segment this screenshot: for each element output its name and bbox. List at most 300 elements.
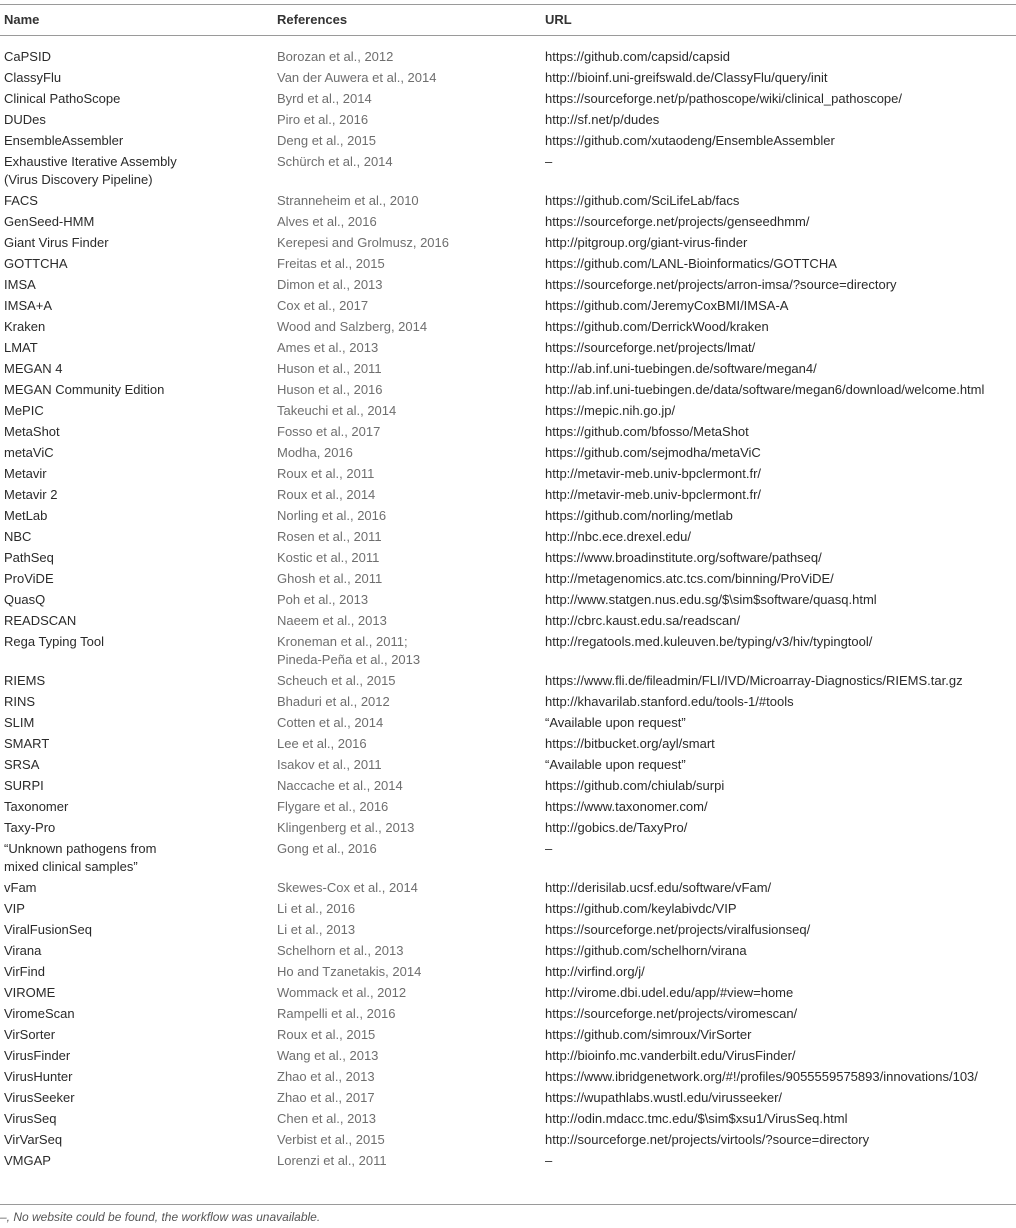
name-cell-text: SURPI: [4, 778, 44, 793]
url-cell-text: https://www.broadinstitute.org/software/pathseq/: [545, 550, 822, 565]
table-row: [0, 505, 1016, 526]
tools-table: [0, 4, 1016, 1171]
name-cell: [0, 36, 273, 68]
name-cell-text: NBC: [4, 529, 32, 544]
name-cell: [0, 211, 273, 232]
name-cell-text: IMSA+A: [4, 298, 53, 313]
name-cell-text: SLIM: [4, 715, 35, 730]
reference-cell: [273, 1129, 541, 1150]
name-cell-text: (Virus Discovery Pipeline): [4, 172, 153, 187]
reference-cell-text: Kostic et al., 2011: [277, 550, 380, 565]
url-cell: [541, 568, 1016, 589]
table-row: [0, 421, 1016, 442]
reference-cell-text: Lee et al., 2016: [277, 736, 367, 751]
name-cell: [0, 274, 273, 295]
reference-cell: [273, 232, 541, 253]
name-cell: [0, 898, 273, 919]
url-cell-text: http://bioinfo.mc.vanderbilt.edu/VirusFinder/: [545, 1048, 796, 1063]
url-cell-text: https://mepic.nih.go.jp/: [545, 403, 676, 418]
reference-cell-text: Li et al., 2013: [277, 922, 356, 937]
name-cell: [0, 982, 273, 1003]
table-row: [0, 442, 1016, 463]
name-cell-text: vFam: [4, 880, 37, 895]
reference-cell: [273, 691, 541, 712]
url-cell-text: https://github.com/SciLifeLab/facs: [545, 193, 740, 208]
reference-cell-text: Zhao et al., 2017: [277, 1090, 375, 1105]
name-cell-text: VMGAP: [4, 1153, 51, 1168]
url-cell-text: http://www.statgen.nus.edu.sg/$\sim$software/quasq.html: [545, 592, 877, 607]
url-cell-text: https://www.taxonomer.com/: [545, 799, 708, 814]
url-cell-text: http://bioinf.uni-greifswald.de/ClassyFlu/query/init: [545, 70, 828, 85]
name-cell: [0, 421, 273, 442]
table-row: [0, 775, 1016, 796]
reference-cell: [273, 919, 541, 940]
name-cell-text: metaViC: [4, 445, 54, 460]
reference-cell: [273, 754, 541, 775]
name-cell: [0, 877, 273, 898]
table-row: [0, 232, 1016, 253]
reference-cell-text: Rampelli et al., 2016: [277, 1006, 396, 1021]
url-cell-text: https://github.com/xutaodeng/EnsembleAssembler: [545, 133, 835, 148]
reference-cell-text: Schelhorn et al., 2013: [277, 943, 404, 958]
reference-cell: [273, 733, 541, 754]
url-cell: [541, 733, 1016, 754]
reference-cell: [273, 775, 541, 796]
table-row: [0, 1087, 1016, 1108]
name-cell-text: Giant Virus Finder: [4, 235, 109, 250]
reference-cell-text: Cotten et al., 2014: [277, 715, 384, 730]
reference-cell: [273, 796, 541, 817]
table-row: [0, 88, 1016, 109]
reference-cell: [273, 295, 541, 316]
reference-cell: [273, 505, 541, 526]
url-cell-text: https://bitbucket.org/ayl/smart: [545, 736, 715, 751]
name-cell-text: VirusSeeker: [4, 1090, 75, 1105]
name-cell: [0, 754, 273, 775]
reference-cell-text: Scheuch et al., 2015: [277, 673, 396, 688]
url-cell: [541, 1024, 1016, 1045]
url-cell: [541, 898, 1016, 919]
name-cell: [0, 337, 273, 358]
name-cell-text: Taxonomer: [4, 799, 69, 814]
name-cell: [0, 838, 273, 877]
url-cell-text: http://khavarilab.stanford.edu/tools-1/#tools: [545, 694, 794, 709]
table-row: [0, 547, 1016, 568]
name-cell-text: VirSorter: [4, 1027, 56, 1042]
url-cell-text: https://github.com/norling/metlab: [545, 508, 733, 523]
url-cell: [541, 130, 1016, 151]
table-row: [0, 1108, 1016, 1129]
name-cell: [0, 940, 273, 961]
reference-cell-text: Stranneheim et al., 2010: [277, 193, 419, 208]
reference-cell: [273, 1108, 541, 1129]
url-cell-text: https://github.com/JeremyCoxBMI/IMSA-A: [545, 298, 789, 313]
name-cell: [0, 400, 273, 421]
table-row: [0, 1003, 1016, 1024]
url-cell-text: “Available upon request”: [545, 715, 686, 730]
name-cell: [0, 484, 273, 505]
url-cell-text: http://gobics.de/TaxyPro/: [545, 820, 688, 835]
name-cell-text: Kraken: [4, 319, 46, 334]
reference-cell: [273, 817, 541, 838]
table-row: [0, 526, 1016, 547]
name-cell-text: GOTTCHA: [4, 256, 68, 271]
url-cell-text: http://nbc.ece.drexel.edu/: [545, 529, 691, 544]
url-cell-text: http://metagenomics.atc.tcs.com/binning/ProViDE/: [545, 571, 834, 586]
table-row: [0, 877, 1016, 898]
url-cell: [541, 1150, 1016, 1171]
name-cell: [0, 631, 273, 670]
reference-cell-text: Wang et al., 2013: [277, 1048, 379, 1063]
url-cell-text: https://sourceforge.net/p/pathoscope/wiki/clinical_pathoscope/: [545, 91, 902, 106]
table-row: [0, 400, 1016, 421]
name-cell-text: QuasQ: [4, 592, 46, 607]
reference-cell-text: Dimon et al., 2013: [277, 277, 383, 292]
table-row: [0, 1066, 1016, 1087]
reference-cell: [273, 1003, 541, 1024]
name-cell-text: GenSeed-HMM: [4, 214, 95, 229]
url-cell-text: https://github.com/capsid/capsid: [545, 49, 730, 64]
table-row: [0, 253, 1016, 274]
table-row: [0, 1129, 1016, 1150]
url-cell: [541, 877, 1016, 898]
name-cell-text: “Unknown pathogens from: [4, 841, 157, 856]
url-cell-text: http://ab.inf.uni-tuebingen.de/software/megan4/: [545, 361, 817, 376]
reference-cell-text: Norling et al., 2016: [277, 508, 387, 523]
table-row: [0, 631, 1016, 670]
url-cell: [541, 1129, 1016, 1150]
name-cell: [0, 1150, 273, 1171]
name-cell: [0, 568, 273, 589]
url-cell-text: –: [545, 841, 553, 856]
reference-cell: [273, 358, 541, 379]
name-cell-text: Virana: [4, 943, 42, 958]
reference-cell-text: Schürch et al., 2014: [277, 154, 393, 169]
table-footnote: –, No website could be found, the workflow was unavailable.: [0, 1210, 321, 1224]
name-cell: [0, 1045, 273, 1066]
reference-cell-text: Roux et al., 2014: [277, 487, 376, 502]
name-cell-text: READSCAN: [4, 613, 77, 628]
name-cell: [0, 109, 273, 130]
reference-cell-text: Chen et al., 2013: [277, 1111, 377, 1126]
reference-cell: [273, 130, 541, 151]
name-cell-text: Exhaustive Iterative Assembly: [4, 154, 177, 169]
url-cell: [541, 274, 1016, 295]
url-cell-text: “Available upon request”: [545, 757, 686, 772]
name-cell: [0, 1087, 273, 1108]
reference-cell: [273, 547, 541, 568]
header-references: References: [273, 5, 541, 36]
table-row: [0, 109, 1016, 130]
name-cell: [0, 130, 273, 151]
name-cell: [0, 733, 273, 754]
name-cell-text: Clinical PathoScope: [4, 91, 121, 106]
reference-cell-text: Naccache et al., 2014: [277, 778, 403, 793]
table-row: [0, 358, 1016, 379]
name-cell-text: ClassyFlu: [4, 70, 62, 85]
reference-cell: [273, 1045, 541, 1066]
reference-cell-text: Poh et al., 2013: [277, 592, 369, 607]
name-cell-text: CaPSID: [4, 49, 51, 64]
table-body: [0, 36, 1016, 1172]
url-cell: [541, 796, 1016, 817]
name-cell: [0, 1108, 273, 1129]
url-cell-text: https://github.com/DerrickWood/kraken: [545, 319, 769, 334]
url-cell-text: http://ab.inf.uni-tuebingen.de/data/software/megan6/download/welcome.html: [545, 382, 985, 397]
url-cell-text: http://metavir-meb.univ-bpclermont.fr/: [545, 466, 762, 481]
url-cell-text: https://www.fli.de/fileadmin/FLI/IVD/Microarray-Diagnostics/RIEMS.tar.gz: [545, 673, 963, 688]
reference-cell: [273, 982, 541, 1003]
name-cell: [0, 358, 273, 379]
reference-cell: [273, 1087, 541, 1108]
table-row: [0, 316, 1016, 337]
reference-cell: [273, 898, 541, 919]
reference-cell-text: Pineda-Peña et al., 2013: [277, 652, 421, 667]
reference-cell-text: Modha, 2016: [277, 445, 353, 460]
name-cell-text: PathSeq: [4, 550, 54, 565]
name-cell-text: IMSA: [4, 277, 36, 292]
reference-cell-text: Naeem et al., 2013: [277, 613, 387, 628]
name-cell-text: RINS: [4, 694, 36, 709]
table-row: [0, 670, 1016, 691]
reference-cell-text: Zhao et al., 2013: [277, 1069, 375, 1084]
table-row: [0, 691, 1016, 712]
header-row: [0, 5, 1016, 36]
url-cell: [541, 940, 1016, 961]
name-cell-text: ProViDE: [4, 571, 54, 586]
name-cell-text: SMART: [4, 736, 50, 751]
reference-cell: [273, 610, 541, 631]
name-cell: [0, 919, 273, 940]
table-row: [0, 982, 1016, 1003]
table-row: [0, 898, 1016, 919]
url-cell: [541, 463, 1016, 484]
table-row: [0, 610, 1016, 631]
url-cell-text: https://sourceforge.net/projects/genseedhmm/: [545, 214, 810, 229]
reference-cell-text: Kroneman et al., 2011;: [277, 634, 408, 649]
reference-cell-text: Gong et al., 2016: [277, 841, 377, 856]
url-cell-text: –: [545, 1153, 553, 1168]
reference-cell: [273, 670, 541, 691]
url-cell: [541, 295, 1016, 316]
name-cell: [0, 1129, 273, 1150]
name-cell: [0, 463, 273, 484]
reference-cell: [273, 568, 541, 589]
name-cell-text: MetaShot: [4, 424, 60, 439]
reference-cell-text: Flygare et al., 2016: [277, 799, 389, 814]
table-row: [0, 130, 1016, 151]
url-cell-text: http://regatools.med.kuleuven.be/typing/v3/hiv/typingtool/: [545, 634, 873, 649]
name-cell-text: MEGAN Community Edition: [4, 382, 165, 397]
name-cell: [0, 190, 273, 211]
url-cell-text: http://derisilab.ucsf.edu/software/vFam/: [545, 880, 772, 895]
table-row: [0, 211, 1016, 232]
url-cell-text: http://cbrc.kaust.edu.sa/readscan/: [545, 613, 741, 628]
table-row: [0, 1150, 1016, 1171]
name-cell-text: MePIC: [4, 403, 44, 418]
reference-cell-text: Roux et al., 2011: [277, 466, 375, 481]
url-cell: [541, 691, 1016, 712]
name-cell: [0, 817, 273, 838]
table-row: [0, 337, 1016, 358]
url-cell: [541, 589, 1016, 610]
table-row: [0, 274, 1016, 295]
reference-cell: [273, 190, 541, 211]
reference-cell: [273, 211, 541, 232]
reference-cell-text: Ho and Tzanetakis, 2014: [277, 964, 422, 979]
reference-cell-text: Skewes-Cox et al., 2014: [277, 880, 418, 895]
reference-cell: [273, 1024, 541, 1045]
name-cell-text: VirusSeq: [4, 1111, 57, 1126]
reference-cell: [273, 337, 541, 358]
table-row: [0, 961, 1016, 982]
reference-cell: [273, 1150, 541, 1171]
reference-cell: [273, 877, 541, 898]
reference-cell: [273, 961, 541, 982]
url-cell: [541, 631, 1016, 670]
name-cell: [0, 442, 273, 463]
name-cell-text: MEGAN 4: [4, 361, 63, 376]
url-cell-text: https://sourceforge.net/projects/lmat/: [545, 340, 756, 355]
table-row: [0, 36, 1016, 68]
reference-cell-text: Rosen et al., 2011: [277, 529, 382, 544]
name-cell: [0, 589, 273, 610]
name-cell: [0, 670, 273, 691]
reference-cell: [273, 67, 541, 88]
name-cell-text: VIROME: [4, 985, 56, 1000]
name-cell: [0, 526, 273, 547]
name-cell: [0, 88, 273, 109]
reference-cell: [273, 400, 541, 421]
reference-cell-text: Isakov et al., 2011: [277, 757, 382, 772]
table-row: [0, 919, 1016, 940]
url-cell-text: https://sourceforge.net/projects/viromescan/: [545, 1006, 798, 1021]
table-row: [0, 1045, 1016, 1066]
url-cell: [541, 400, 1016, 421]
reference-cell: [273, 589, 541, 610]
name-cell: [0, 610, 273, 631]
name-cell-text: ViralFusionSeq: [4, 922, 92, 937]
reference-cell: [273, 379, 541, 400]
reference-cell-text: Van der Auwera et al., 2014: [277, 70, 437, 85]
name-cell: [0, 379, 273, 400]
name-cell-text: Taxy-Pro: [4, 820, 56, 835]
reference-cell-text: Kerepesi and Grolmusz, 2016: [277, 235, 449, 250]
reference-cell: [273, 88, 541, 109]
url-cell: [541, 316, 1016, 337]
reference-cell-text: Wood and Salzberg, 2014: [277, 319, 428, 334]
reference-cell: [273, 274, 541, 295]
reference-cell: [273, 463, 541, 484]
url-cell-text: https://github.com/LANL-Bioinformatics/GOTTCHA: [545, 256, 837, 271]
reference-cell-text: Huson et al., 2011: [277, 361, 382, 376]
table-header: [0, 5, 1016, 36]
reference-cell-text: Freitas et al., 2015: [277, 256, 385, 271]
url-cell-text: http://metavir-meb.univ-bpclermont.fr/: [545, 487, 762, 502]
url-cell: [541, 421, 1016, 442]
reference-cell-text: Byrd et al., 2014: [277, 91, 372, 106]
table-row: [0, 568, 1016, 589]
url-cell-text: http://sourceforge.net/projects/virtools/?source=directory: [545, 1132, 870, 1147]
url-cell-text: http://virfind.org/j/: [545, 964, 645, 979]
reference-cell: [273, 421, 541, 442]
url-cell: [541, 484, 1016, 505]
name-cell-text: Rega Typing Tool: [4, 634, 104, 649]
reference-cell: [273, 316, 541, 337]
name-cell-text: VIP: [4, 901, 25, 916]
name-cell: [0, 151, 273, 190]
table-row: [0, 838, 1016, 877]
url-cell: [541, 232, 1016, 253]
reference-cell: [273, 484, 541, 505]
table-row: [0, 190, 1016, 211]
name-cell: [0, 547, 273, 568]
url-cell-text: http://pitgroup.org/giant-virus-finder: [545, 235, 748, 250]
url-cell: [541, 670, 1016, 691]
reference-cell-text: Alves et al., 2016: [277, 214, 377, 229]
table-bottom-rule: [0, 1204, 1016, 1205]
url-cell: [541, 67, 1016, 88]
reference-cell-text: Li et al., 2016: [277, 901, 356, 916]
reference-cell-text: Piro et al., 2016: [277, 112, 369, 127]
url-cell: [541, 838, 1016, 877]
url-cell: [541, 442, 1016, 463]
reference-cell-text: Klingenberg et al., 2013: [277, 820, 415, 835]
table-row: [0, 940, 1016, 961]
table-row: [0, 754, 1016, 775]
url-cell-text: http://odin.mdacc.tmc.edu/$\sim$xsu1/VirusSeq.html: [545, 1111, 848, 1126]
name-cell: [0, 712, 273, 733]
name-cell-text: VirusFinder: [4, 1048, 71, 1063]
url-cell: [541, 253, 1016, 274]
url-cell: [541, 961, 1016, 982]
table-row: [0, 796, 1016, 817]
url-cell-text: https://wupathlabs.wustl.edu/virusseeker/: [545, 1090, 783, 1105]
reference-cell-text: Fosso et al., 2017: [277, 424, 381, 439]
reference-cell: [273, 631, 541, 670]
header-name: Name: [0, 5, 273, 36]
name-cell-text: mixed clinical samples”: [4, 859, 138, 874]
name-cell: [0, 67, 273, 88]
reference-cell: [273, 109, 541, 130]
url-cell: [541, 982, 1016, 1003]
name-cell: [0, 691, 273, 712]
reference-cell-text: Ames et al., 2013: [277, 340, 379, 355]
header-url: URL: [541, 5, 1016, 36]
url-cell: [541, 754, 1016, 775]
reference-cell-text: Wommack et al., 2012: [277, 985, 407, 1000]
url-cell: [541, 775, 1016, 796]
url-cell: [541, 817, 1016, 838]
url-cell: [541, 547, 1016, 568]
name-cell-text: VirusHunter: [4, 1069, 73, 1084]
url-cell-text: https://www.ibridgenetwork.org/#!/profiles/9055559575893/innovations/103/: [545, 1069, 978, 1084]
url-cell: [541, 1066, 1016, 1087]
url-cell: [541, 505, 1016, 526]
url-cell: [541, 88, 1016, 109]
reference-cell: [273, 526, 541, 547]
url-cell-text: http://virome.dbi.udel.edu/app/#view=home: [545, 985, 794, 1000]
reference-cell: [273, 36, 541, 68]
name-cell-text: ViromeScan: [4, 1006, 75, 1021]
url-cell: [541, 526, 1016, 547]
name-cell-text: VirVarSeq: [4, 1132, 63, 1147]
url-cell: [541, 1087, 1016, 1108]
name-cell: [0, 796, 273, 817]
url-cell: [541, 712, 1016, 733]
reference-cell: [273, 151, 541, 190]
name-cell-text: Metavir 2: [4, 487, 58, 502]
